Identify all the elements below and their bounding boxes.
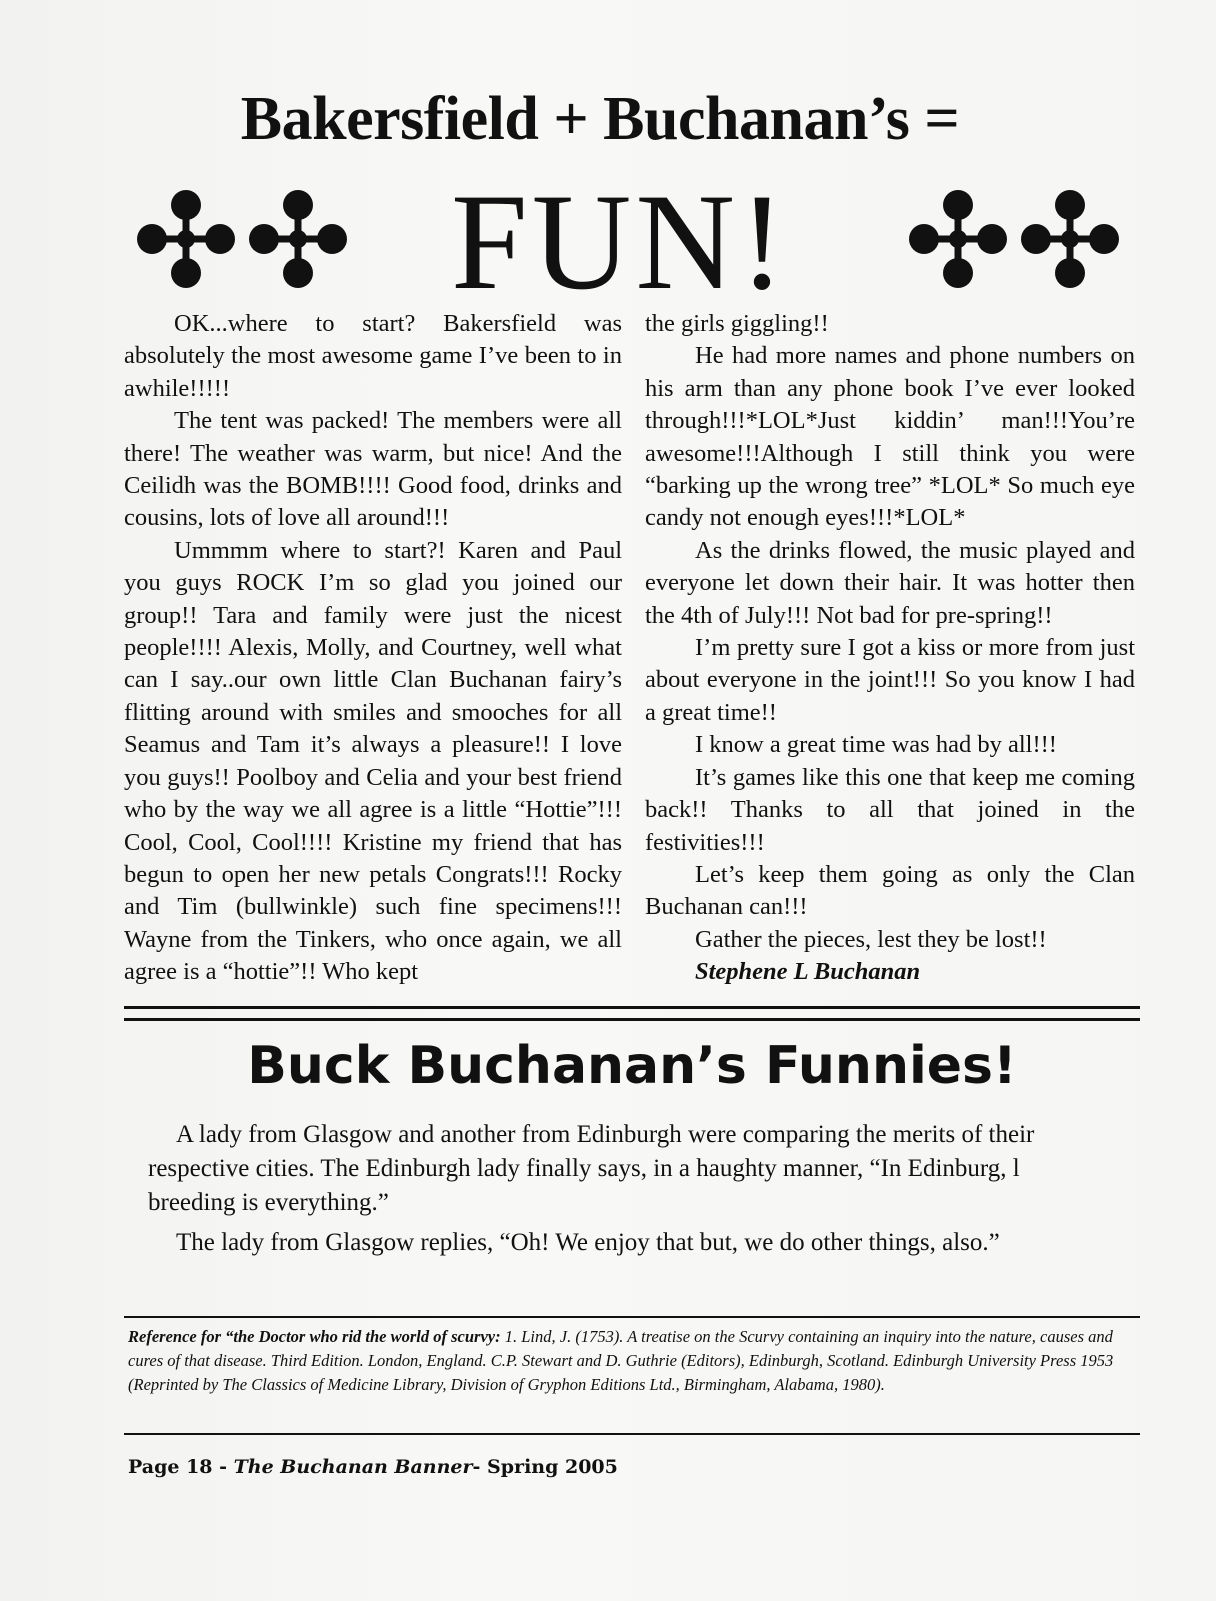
headline-fun: FUN! xyxy=(450,165,790,318)
article-paragraph: I know a great time was had by all!!! xyxy=(695,731,1057,759)
article-left-column xyxy=(124,308,622,989)
funnies-joke xyxy=(148,1118,1108,1260)
reference-bottom-rule xyxy=(124,1433,1140,1435)
joke-paragraph: A lady from Glasgow and another from Edinburgh were comparing the merits of their respective cities. The Edinburgh lady finally says, in a haughty manner, “In Edinburg, l breeding is everything.” xyxy=(148,1121,1035,1216)
article-paragraph: As the drinks flowed, the music played and everyone let down their hair. It was hotter then the 4th of July!!! Not bad for pre-spring!! xyxy=(645,536,1135,629)
article-signature: Stephene L Buchanan xyxy=(695,958,921,986)
reference-label: Reference for “the Doctor who rid the world of scurvy: xyxy=(128,1327,501,1346)
reference-text: 1. Lind, J. (1753). A treatise on the Scurvy containing an inquiry into the nature, causes and cures of that disease. Third Edition. London, England. C.P. Stewart and D. Guthrie (Editors), Edinburgh, Scotland. Edinburgh University Press 1953 (Reprinted by The Classics of Medicine Library, Division of Gryphon Editions Ltd., Birmingham, Alabama, 1980). xyxy=(128,1327,1114,1394)
page-footer xyxy=(128,1456,618,1478)
footer-separator: - xyxy=(472,1456,488,1478)
article-paragraph: It’s games like this one that keep me coming back!! Thanks to all that joined in the festivities!!! xyxy=(645,763,1135,856)
article-right-column xyxy=(645,308,1135,989)
article-paragraph: He had more names and phone numbers on his arm than any phone book I’ve ever looked through!!!*LOL*Just kiddin’ man!!!You’re awesome!!!Although I still think you were “barking up the wrong tree” *LOL* So much eye candy not enough eyes!!!*LOL* xyxy=(645,342,1135,532)
joke-paragraph: The lady from Glasgow replies, “Oh! We enjoy that but, we do other things, also.” xyxy=(176,1229,1000,1256)
headline-fun-row xyxy=(120,165,1100,318)
issue-date: Spring 2005 xyxy=(487,1456,618,1478)
funnies-title: Buck Buchanan’s Funnies! xyxy=(247,1036,1017,1096)
article-paragraph: Gather the pieces, lest they be lost!! xyxy=(695,925,1047,953)
article-paragraph: Ummmm where to start?! Karen and Paul you guys ROCK I’m so glad you joined our group!! Tara and family were just the nicest people!!!! Alexis, Molly, and Courtney, well what can I say..our own little Clan Buchanan fairy’s flitting around with smiles and smooches for all Seamus and Tam it’s always a pleasure!! I love you guys!! Poolboy and Celia and your best friend who by the way we all agree is a little “Hottie”!!! Cool, Cool, Cool!!!! Kristine my friend that has begun to open her new petals Congrats!!! Rocky and Tim (bullwinkle) such fine specimens!!! Wayne from the Tinkers, who once again, we all agree is a “hottie”!! Who kept xyxy=(124,536,622,986)
page-number: Page 18 xyxy=(128,1456,213,1478)
section-divider xyxy=(124,1006,1140,1021)
footer-separator: - xyxy=(212,1456,234,1478)
article-continuation: the girls giggling!! xyxy=(645,310,829,337)
article-paragraph: The tent was packed! The members were all there! The weather was warm, but nice! And the Ceilidh was the BOMB!!!! Good food, drinks and cousins, lots of love all around!!! xyxy=(124,407,622,532)
headline-line-1: Bakersfield + Buchanan’s = xyxy=(240,85,960,153)
reference-top-rule xyxy=(124,1316,1140,1318)
article-paragraph: I’m pretty sure I got a kiss or more from just about everyone in the joint!!! So you know I had a great time!! xyxy=(645,634,1135,726)
article-paragraph: Let’s keep them going as only the Clan Buchanan can!!! xyxy=(645,860,1135,921)
reference-note xyxy=(128,1325,1138,1397)
article-paragraph: OK...where to start? Bakersfield was absolutely the most awesome game I’ve been to in awhile!!!!! xyxy=(124,310,622,402)
quatrefoil-cluster-icon xyxy=(900,189,1130,289)
publication-name: The Buchanan Banner xyxy=(233,1456,473,1478)
quatrefoil-cluster-icon xyxy=(128,189,358,289)
